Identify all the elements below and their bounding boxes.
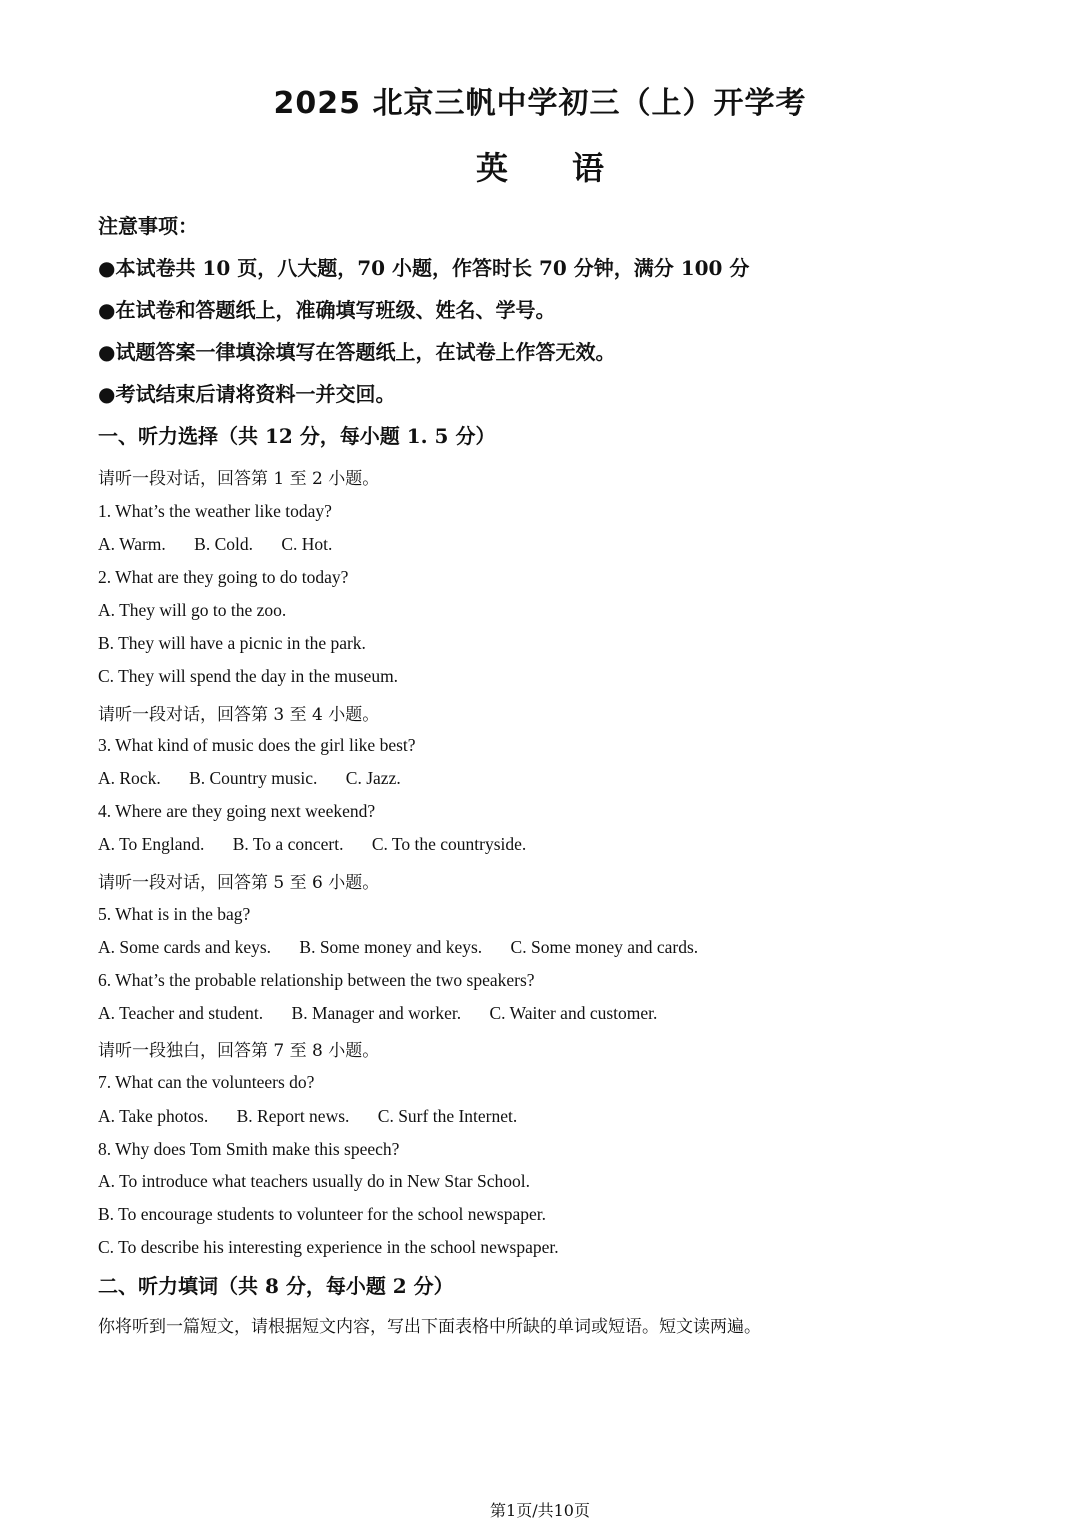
section1-instruction-3: 请听一段对话，回答第 5 至 6 小题。 xyxy=(98,873,380,893)
question-3-option-c: C. Jazz. xyxy=(345,768,401,788)
question-8-option-c: C. To describe his interesting experience in the school newspaper. xyxy=(98,1237,559,1257)
question-4-options xyxy=(98,834,550,855)
notice-item-1: ●本试卷共 10 页，八大题，70 小题，作答时长 70 分钟，满分 100 分 xyxy=(98,256,750,280)
question-7-stem: 7. What can the volunteers do? xyxy=(98,1072,315,1092)
section1-instruction-2: 请听一段对话，回答第 3 至 4 小题。 xyxy=(98,705,380,725)
question-5-options xyxy=(98,937,722,958)
question-6-option-c: C. Waiter and customer. xyxy=(489,1003,658,1023)
notice-item-2: ●在试卷和答题纸上，准确填写班级、姓名、学号。 xyxy=(98,298,556,322)
question-2-option-a: A. They will go to the zoo. xyxy=(98,600,287,620)
question-7-option-a: A. Take photos. xyxy=(98,1106,209,1126)
question-4-stem: 4. Where are they going next weekend? xyxy=(98,801,376,821)
question-3-option-a: A. Rock. xyxy=(98,768,161,788)
question-8-stem: 8. Why does Tom Smith make this speech? xyxy=(98,1139,400,1159)
exam-title: 2025 北京三帆中学初三（上）开学考 xyxy=(273,86,807,121)
question-3-stem: 3. What kind of music does the girl like best? xyxy=(98,735,416,755)
section1-instruction-1: 请听一段对话，回答第 1 至 2 小题。 xyxy=(98,469,380,489)
question-2-option-c: C. They will spend the day in the museum. xyxy=(98,666,399,686)
question-8-option-a: A. To introduce what teachers usually do in New Star School. xyxy=(98,1171,530,1191)
question-1-option-a: A. Warm. xyxy=(98,534,166,554)
question-2-option-b: B. They will have a picnic in the park. xyxy=(98,633,366,653)
question-4-option-c: C. To the countryside. xyxy=(371,834,527,854)
section1-instruction-4: 请听一段独白，回答第 7 至 8 小题。 xyxy=(98,1041,380,1061)
section1-heading: 一、听力选择（共 12 分，每小题 1. 5 分） xyxy=(98,424,496,448)
question-3-option-b: B. Country music. xyxy=(189,768,318,788)
question-6-options xyxy=(98,1003,681,1024)
question-5-option-b: B. Some money and keys. xyxy=(299,937,483,957)
question-5-option-c: C. Some money and cards. xyxy=(510,937,699,957)
question-6-stem: 6. What’s the probable relationship between the two speakers? xyxy=(98,970,535,990)
question-1-option-b: B. Cold. xyxy=(194,534,253,554)
notice-item-3: ●试题答案一律填涂填写在答题纸上，在试卷上作答无效。 xyxy=(98,340,616,364)
question-6-option-b: B. Manager and worker. xyxy=(291,1003,462,1023)
question-5-stem: 5. What is in the bag? xyxy=(98,904,251,924)
question-2-stem: 2. What are they going to do today? xyxy=(98,567,349,587)
question-4-option-a: A. To England. xyxy=(98,834,205,854)
section2-heading: 二、听力填词（共 8 分，每小题 2 分） xyxy=(98,1274,454,1298)
question-5-option-a: A. Some cards and keys. xyxy=(98,937,272,957)
question-4-option-b: B. To a concert. xyxy=(232,834,344,854)
question-8-option-b: B. To encourage students to volunteer for the school newspaper. xyxy=(98,1204,546,1224)
question-7-option-b: B. Report news. xyxy=(236,1106,350,1126)
question-7-options xyxy=(98,1106,541,1127)
exam-subject: 英 语 xyxy=(475,149,604,187)
notice-item-4: ●考试结束后请将资料一并交回。 xyxy=(98,382,396,406)
question-1-options xyxy=(98,534,356,555)
question-7-option-c: C. Surf the Internet. xyxy=(377,1106,518,1126)
question-1-option-c: C. Hot. xyxy=(281,534,333,554)
question-3-options xyxy=(98,768,425,789)
page-number: 第1页/共10页 xyxy=(490,1501,590,1520)
question-1-stem: 1. What’s the weather like today? xyxy=(98,501,332,521)
question-6-option-a: A. Teacher and student. xyxy=(98,1003,264,1023)
notice-heading: 注意事项： xyxy=(98,214,198,238)
section2-instruction: 你将听到一篇短文，请根据短文内容，写出下面表格中所缺的单词或短语。短文读两遍。 xyxy=(98,1317,761,1337)
